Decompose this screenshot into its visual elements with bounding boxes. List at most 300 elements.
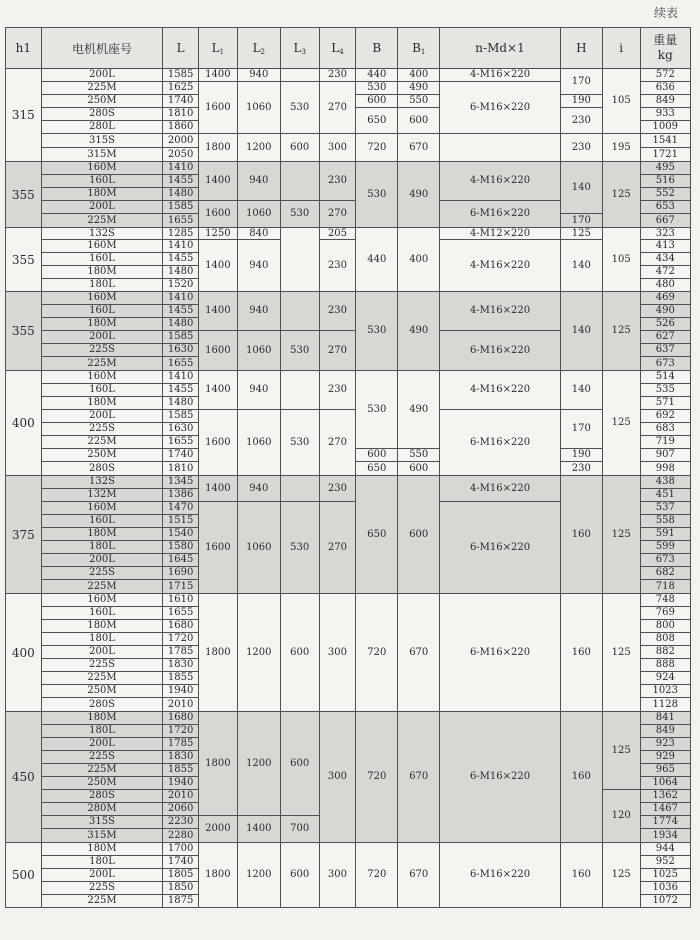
L-cell: 1700: [163, 843, 199, 856]
L-cell: 1785: [163, 738, 199, 751]
i-cell: 120: [602, 790, 640, 843]
table-row: [6, 712, 691, 725]
B1-cell: 600: [398, 476, 440, 594]
H-cell: 160: [560, 712, 602, 843]
L-cell: 1785: [163, 646, 199, 659]
L3-cell: 600: [280, 843, 319, 908]
weight-cell: 599: [640, 541, 690, 554]
frame-cell: 280M: [41, 803, 163, 816]
frame-cell: 180L: [41, 725, 163, 738]
weight-cell: 1934: [640, 829, 690, 843]
L3-cell: [280, 476, 319, 502]
frame-cell: 160M: [41, 594, 163, 607]
header-bolt: n-Md×1: [440, 28, 561, 69]
frame-cell: 160M: [41, 240, 163, 253]
L4-cell: 270: [319, 82, 356, 134]
weight-cell: 907: [640, 449, 690, 462]
frame-cell: 180L: [41, 633, 163, 646]
weight-cell: 558: [640, 515, 690, 528]
header-L: L: [163, 28, 199, 69]
frame-cell: 160L: [41, 607, 163, 620]
frame-cell: 225S: [41, 659, 163, 672]
dimension-table: [5, 27, 691, 908]
header-L3: $L_3$: [280, 28, 319, 69]
L2-cell: 840: [237, 228, 280, 240]
L2-cell: 1060: [237, 410, 280, 476]
L-cell: 1455: [163, 384, 199, 397]
L3-cell: 600: [280, 712, 319, 816]
L-cell: 1655: [163, 436, 199, 449]
weight-cell: 933: [640, 108, 690, 121]
L-cell: 1455: [163, 305, 199, 318]
frame-cell: 280S: [41, 790, 163, 803]
L2-cell: 1400: [237, 816, 280, 843]
frame-cell: 280L: [41, 121, 163, 134]
frame-cell: 315S: [41, 134, 163, 148]
frame-cell: 200L: [41, 646, 163, 659]
L-cell: 1480: [163, 266, 199, 279]
h1-cell: 375: [6, 476, 42, 594]
i-cell: 125: [602, 843, 640, 908]
frame-cell: 225S: [41, 423, 163, 436]
weight-cell: 1025: [640, 869, 690, 882]
weight-cell: 719: [640, 436, 690, 449]
frame-cell: 250M: [41, 685, 163, 698]
L-cell: 1720: [163, 725, 199, 738]
weight-cell: 1009: [640, 121, 690, 134]
L-cell: 1285: [163, 228, 199, 240]
L-cell: 1520: [163, 279, 199, 292]
weight-cell: 1541: [640, 134, 690, 148]
weight-cell: 952: [640, 856, 690, 869]
L1-cell: 1800: [198, 134, 237, 162]
B-cell: 440: [356, 69, 398, 82]
h1-cell: 400: [6, 594, 42, 712]
B-cell: 600: [356, 449, 398, 462]
header-row: [6, 28, 691, 69]
L2-cell: 940: [237, 371, 280, 410]
frame-cell: 180M: [41, 188, 163, 201]
weight-cell: 882: [640, 646, 690, 659]
L-cell: 1585: [163, 331, 199, 344]
frame-cell: 225S: [41, 751, 163, 764]
L2-cell: 1200: [237, 843, 280, 908]
L4-cell: 230: [319, 162, 356, 201]
frame-cell: 225M: [41, 580, 163, 594]
H-cell: 230: [560, 134, 602, 162]
weight-cell: 537: [640, 502, 690, 515]
H-cell: 140: [560, 371, 602, 410]
L-cell: 1830: [163, 659, 199, 672]
i-cell: 125: [602, 371, 640, 476]
i-cell: 125: [602, 162, 640, 228]
L2-cell: 1060: [237, 331, 280, 371]
L4-cell: 300: [319, 134, 356, 162]
H-cell: 160: [560, 594, 602, 712]
group-315: [6, 69, 691, 162]
bolt-cell: 6-M16×220: [440, 502, 561, 594]
L2-cell: 1200: [237, 712, 280, 816]
L-cell: 1810: [163, 108, 199, 121]
L4-cell: 270: [319, 502, 356, 594]
L-cell: 1940: [163, 685, 199, 698]
h1-cell: 450: [6, 712, 42, 843]
h1-cell: 355: [6, 228, 42, 292]
frame-cell: 180M: [41, 620, 163, 633]
weight-cell: 667: [640, 214, 690, 228]
frame-cell: 225M: [41, 672, 163, 685]
frame-cell: 200L: [41, 201, 163, 214]
header-L2: $L_2$: [237, 28, 280, 69]
table-row: [6, 843, 691, 856]
frame-cell: 160L: [41, 384, 163, 397]
frame-cell: 180M: [41, 266, 163, 279]
frame-cell: 160L: [41, 253, 163, 266]
L-cell: 1720: [163, 633, 199, 646]
h1-cell: 355: [6, 162, 42, 228]
L3-cell: 530: [280, 502, 319, 594]
group-400-b: [6, 594, 691, 712]
frame-cell: 225M: [41, 436, 163, 449]
h1-cell: 315: [6, 69, 42, 162]
weight-cell: 692: [640, 410, 690, 423]
weight-cell: 490: [640, 305, 690, 318]
weight-cell: 637: [640, 344, 690, 357]
weight-cell: 434: [640, 253, 690, 266]
frame-cell: 250M: [41, 95, 163, 108]
bolt-cell: 6-M16×220: [440, 410, 561, 476]
H-cell: 140: [560, 162, 602, 214]
header-H: H: [560, 28, 602, 69]
weight-cell: 965: [640, 764, 690, 777]
bolt-cell: 6-M16×220: [440, 82, 561, 134]
L2-cell: 1060: [237, 502, 280, 594]
H-cell: 125: [560, 228, 602, 240]
B-cell: 530: [356, 162, 398, 228]
B1-cell: 550: [398, 95, 440, 108]
L-cell: 1740: [163, 449, 199, 462]
weight-cell: 438: [640, 476, 690, 489]
L-cell: 1860: [163, 121, 199, 134]
L1-cell: 1600: [198, 82, 237, 134]
L1-cell: 1400: [198, 162, 237, 201]
L4-cell: 230: [319, 240, 356, 292]
L2-cell: 940: [237, 292, 280, 331]
L3-cell: [280, 69, 319, 82]
i-cell: 125: [602, 594, 640, 712]
frame-cell: 225M: [41, 764, 163, 777]
weight-cell: 514: [640, 371, 690, 384]
table-row: [6, 476, 691, 489]
L2-cell: 1060: [237, 201, 280, 228]
bolt-cell: 6-M16×220: [440, 201, 561, 228]
B1-cell: 600: [398, 108, 440, 134]
weight-cell: 480: [640, 279, 690, 292]
L1-cell: 1800: [198, 843, 237, 908]
L2-cell: 940: [237, 69, 280, 82]
L3-cell: 530: [280, 82, 319, 134]
L-cell: 1690: [163, 567, 199, 580]
frame-cell: 200L: [41, 554, 163, 567]
header-L1: $L_1$: [198, 28, 237, 69]
bolt-cell: 4-M16×220: [440, 162, 561, 201]
B1-cell: 600: [398, 462, 440, 476]
L3-cell: [280, 228, 319, 292]
bolt-cell: 4-M16×220: [440, 371, 561, 410]
L3-cell: 530: [280, 201, 319, 228]
bolt-cell: 4-M12×220: [440, 228, 561, 240]
L-cell: 1480: [163, 318, 199, 331]
table-row: [6, 410, 691, 423]
weight-cell: 800: [640, 620, 690, 633]
weight-cell: 998: [640, 462, 690, 476]
B1-cell: 400: [398, 69, 440, 82]
B-cell: 650: [356, 108, 398, 134]
bolt-cell: 6-M16×220: [440, 712, 561, 843]
frame-cell: 250M: [41, 777, 163, 790]
frame-cell: 280S: [41, 698, 163, 712]
weight-cell: 1072: [640, 895, 690, 908]
L-cell: 1515: [163, 515, 199, 528]
L-cell: 2280: [163, 829, 199, 843]
L1-cell: 1400: [198, 292, 237, 331]
frame-cell: 160M: [41, 292, 163, 305]
L-cell: 1655: [163, 607, 199, 620]
weight-cell: 472: [640, 266, 690, 279]
L-cell: 1630: [163, 423, 199, 436]
B1-cell: 670: [398, 843, 440, 908]
H-cell: 170: [560, 214, 602, 228]
frame-cell: 225S: [41, 344, 163, 357]
L-cell: 2010: [163, 698, 199, 712]
L1-cell: 1800: [198, 712, 237, 816]
L1-cell: 1400: [198, 476, 237, 502]
L-cell: 2230: [163, 816, 199, 829]
B1-cell: 670: [398, 712, 440, 843]
frame-cell: 160L: [41, 515, 163, 528]
weight-cell: 683: [640, 423, 690, 436]
L4-cell: 270: [319, 410, 356, 476]
frame-cell: 160L: [41, 305, 163, 318]
H-cell: 170: [560, 410, 602, 449]
weight-cell: 1774: [640, 816, 690, 829]
B-cell: 720: [356, 594, 398, 712]
B1-cell: 550: [398, 449, 440, 462]
bolt-cell: 4-M16×220: [440, 292, 561, 331]
L-cell: 1470: [163, 502, 199, 515]
weight-cell: 682: [640, 567, 690, 580]
table-row: [6, 228, 691, 240]
weight-cell: 1023: [640, 685, 690, 698]
frame-cell: 280S: [41, 108, 163, 121]
frame-cell: 180L: [41, 856, 163, 869]
L2-cell: 1200: [237, 594, 280, 712]
B1-cell: 490: [398, 82, 440, 95]
L-cell: 2000: [163, 134, 199, 148]
frame-cell: 180M: [41, 397, 163, 410]
H-cell: 230: [560, 108, 602, 134]
i-cell: 125: [602, 476, 640, 594]
B1-cell: 490: [398, 162, 440, 228]
weight-cell: 923: [640, 738, 690, 751]
L-cell: 1580: [163, 541, 199, 554]
frame-cell: 200L: [41, 69, 163, 82]
weight-cell: 323: [640, 228, 690, 240]
H-cell: 160: [560, 843, 602, 908]
bolt-cell: 6-M16×220: [440, 843, 561, 908]
i-cell: 125: [602, 292, 640, 371]
B-cell: 440: [356, 228, 398, 292]
L1-cell: 1600: [198, 410, 237, 476]
L3-cell: [280, 162, 319, 201]
L4-cell: 300: [319, 712, 356, 843]
header-h1: h1: [6, 28, 42, 69]
weight-cell: 849: [640, 725, 690, 738]
i-cell: 195: [602, 134, 640, 162]
frame-cell: 180L: [41, 279, 163, 292]
weight-cell: 924: [640, 672, 690, 685]
table-row: [6, 162, 691, 175]
bolt-cell: 4-M16×220: [440, 69, 561, 82]
L4-cell: 300: [319, 843, 356, 908]
L4-cell: 300: [319, 594, 356, 712]
weight-cell: 627: [640, 331, 690, 344]
L-cell: 1410: [163, 240, 199, 253]
L2-cell: 1060: [237, 82, 280, 134]
header-i: i: [602, 28, 640, 69]
weight-cell: 591: [640, 528, 690, 541]
frame-cell: 200L: [41, 738, 163, 751]
L-cell: 2010: [163, 790, 199, 803]
L2-cell: 1200: [237, 134, 280, 162]
L-cell: 1455: [163, 253, 199, 266]
L-cell: 1940: [163, 777, 199, 790]
L-cell: 1655: [163, 357, 199, 371]
weight-cell: 673: [640, 357, 690, 371]
weight-cell: 718: [640, 580, 690, 594]
table-row: [6, 292, 691, 305]
L-cell: 1480: [163, 188, 199, 201]
frame-cell: 315M: [41, 829, 163, 843]
weight-cell: 841: [640, 712, 690, 725]
frame-cell: 225M: [41, 214, 163, 228]
L-cell: 1850: [163, 882, 199, 895]
group-450: [6, 712, 691, 843]
H-cell: 230: [560, 462, 602, 476]
weight-cell: 1064: [640, 777, 690, 790]
L1-cell: 1600: [198, 331, 237, 371]
L-cell: 1625: [163, 82, 199, 95]
frame-cell: 160M: [41, 162, 163, 175]
weight-cell: 526: [640, 318, 690, 331]
i-cell: 125: [602, 712, 640, 790]
group-400-a: [6, 371, 691, 476]
L-cell: 1655: [163, 214, 199, 228]
table-row: [6, 69, 691, 82]
frame-cell: 132M: [41, 489, 163, 502]
H-cell: 190: [560, 449, 602, 462]
L1-cell: 1800: [198, 594, 237, 712]
table-row: [6, 594, 691, 607]
L1-cell: 1400: [198, 240, 237, 292]
frame-cell: 160L: [41, 175, 163, 188]
group-355-a: [6, 162, 691, 228]
B-cell: 720: [356, 712, 398, 843]
L-cell: 1345: [163, 476, 199, 489]
frame-cell: 315M: [41, 148, 163, 162]
frame-cell: 180L: [41, 541, 163, 554]
L1-cell: 1400: [198, 371, 237, 410]
L2-cell: 940: [237, 476, 280, 502]
h1-cell: 400: [6, 371, 42, 476]
h1-cell: 500: [6, 843, 42, 908]
L-cell: 1630: [163, 344, 199, 357]
L-cell: 1410: [163, 162, 199, 175]
frame-cell: 160M: [41, 371, 163, 384]
L-cell: 1680: [163, 620, 199, 633]
weight-cell: 413: [640, 240, 690, 253]
L3-cell: 700: [280, 816, 319, 843]
L1-cell: 1250: [198, 228, 237, 240]
L-cell: 1830: [163, 751, 199, 764]
L4-cell: 230: [319, 292, 356, 331]
frame-cell: 132S: [41, 228, 163, 240]
L2-cell: 940: [237, 240, 280, 292]
L4-cell: 230: [319, 476, 356, 502]
B-cell: 650: [356, 476, 398, 594]
header-B: B: [356, 28, 398, 69]
B-cell: 530: [356, 371, 398, 449]
L1-cell: 1600: [198, 502, 237, 594]
header-L4: $L_4$: [319, 28, 356, 69]
frame-cell: 180M: [41, 712, 163, 725]
L-cell: 1715: [163, 580, 199, 594]
table-row: [6, 134, 691, 148]
L1-cell: 1400: [198, 69, 237, 82]
H-cell: 140: [560, 292, 602, 371]
frame-cell: 225M: [41, 82, 163, 95]
weight-cell: 929: [640, 751, 690, 764]
L4-cell: 230: [319, 69, 356, 82]
L3-cell: 600: [280, 594, 319, 712]
frame-cell: 180M: [41, 318, 163, 331]
L1-cell: 1600: [198, 201, 237, 228]
B-cell: 530: [356, 292, 398, 371]
frame-cell: 200L: [41, 331, 163, 344]
weight-cell: 808: [640, 633, 690, 646]
L3-cell: [280, 292, 319, 331]
L-cell: 1645: [163, 554, 199, 567]
weight-cell: 516: [640, 175, 690, 188]
frame-cell: 225S: [41, 882, 163, 895]
weight-cell: 748: [640, 594, 690, 607]
L-cell: 2060: [163, 803, 199, 816]
frame-cell: 280S: [41, 462, 163, 476]
weight-cell: 636: [640, 82, 690, 95]
frame-cell: 315S: [41, 816, 163, 829]
B1-cell: 670: [398, 594, 440, 712]
B-cell: 720: [356, 134, 398, 162]
B-cell: 530: [356, 82, 398, 95]
h1-cell: 355: [6, 292, 42, 371]
L4-cell: 270: [319, 331, 356, 371]
frame-cell: 225M: [41, 357, 163, 371]
weight-cell: 673: [640, 554, 690, 567]
B1-cell: 490: [398, 292, 440, 371]
B1-cell: 490: [398, 371, 440, 449]
bolt-cell: 4-M16×220: [440, 476, 561, 502]
L-cell: 1480: [163, 397, 199, 410]
